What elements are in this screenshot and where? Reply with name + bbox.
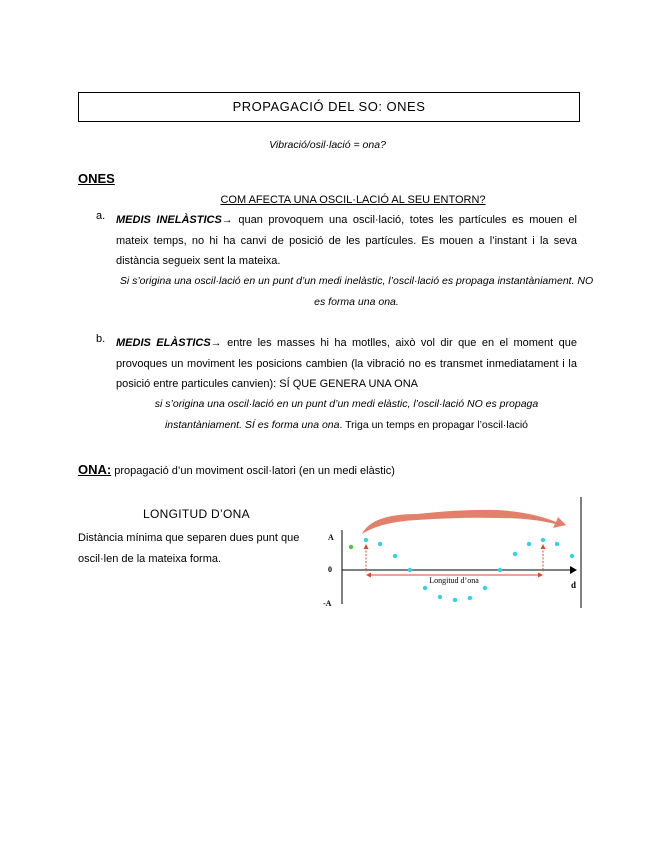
particle-dot <box>408 568 412 572</box>
item-b-text: → entre les masses hi ha motlles, això vol dir que en el moment que provoques un moviment les posicions cambien (la vibració no es transmet inmediatament i la posició entre particules canvien): SÍ QUE GENERA UNA ONA <box>116 337 577 390</box>
label-d: d <box>571 580 577 590</box>
particle-dot <box>541 538 545 542</box>
particle-dot <box>349 545 353 549</box>
term-medis-elastics: MEDIS ELÀSTICS <box>116 337 211 349</box>
span-arrowhead-right <box>538 573 543 578</box>
propagation-arrow <box>362 510 566 534</box>
longitud-text: Distància mínima que separen dues punt que oscil·len de la mateixa forma. <box>78 532 300 565</box>
particle-dot <box>483 586 487 590</box>
particle-dot <box>570 554 574 558</box>
list-marker-b: b. <box>96 333 106 345</box>
label-zero: 0 <box>328 565 332 574</box>
ona-text: propagació d’un moviment oscil·latori (en un medi elàstic) <box>111 465 395 477</box>
list-item-a <box>116 210 577 272</box>
label-a: A <box>328 533 334 542</box>
page-title: PROPAGACIÓ DEL SO: ONES <box>78 92 580 122</box>
item-a-text: → quan provoquem una oscil·lació, totes les partícules es mouen el mateix temps, no hi ha canvi de posició de les partícules. Es mouen a l’instant i la seva distància segueix sent la mateixa. <box>116 214 577 267</box>
marker-arrowhead <box>541 544 546 549</box>
term-medis-inelastics: MEDIS INELÀSTICS <box>116 214 222 226</box>
particle-dot <box>438 595 442 599</box>
item-b-note <box>116 394 577 435</box>
x-axis-arrowhead <box>570 566 577 574</box>
item-a-note: Si s’origina una oscil·lació en un punt d’un medi inelàstic, l’oscil·lació es propaga instantàniament. NO es forma una ona. <box>119 275 594 308</box>
particle-dot <box>453 598 457 602</box>
marker-arrowhead <box>364 544 369 549</box>
particle-dot <box>378 542 382 546</box>
item-b-note-italic: si s’origina una oscil·lació en un punt d’un medi elàstic, l’oscil·lació NO es propaga instantàniament. SÍ es forma una ona <box>154 398 539 431</box>
particle-dot <box>393 554 397 558</box>
ona-definition <box>78 462 395 477</box>
span-arrowhead-left <box>366 573 371 578</box>
particle-dot <box>513 552 517 556</box>
wave-diagram <box>322 492 584 614</box>
section-subheading: COM AFECTA UNA OSCIL·LACIÓ AL SEU ENTORN? <box>220 194 486 206</box>
particle-dot <box>498 568 502 572</box>
particle-dot <box>527 542 531 546</box>
page-subtitle: Vibració/osil·lació = ona? <box>269 139 386 151</box>
label-neg-a: -A <box>323 599 332 608</box>
ona-label: ONA: <box>78 462 112 477</box>
particle-dot <box>364 538 368 542</box>
particle-dot <box>468 596 472 600</box>
longitud-title: LONGITUD D’ONA <box>143 507 250 521</box>
particle-dot <box>423 586 427 590</box>
list-marker-a: a. <box>96 210 106 222</box>
section-heading-ones: ONES <box>78 171 115 186</box>
particle-dot <box>555 542 559 546</box>
list-item-b <box>116 333 577 395</box>
item-b-note-plain: . Triga un temps en propagar l’oscil·lació <box>339 418 529 431</box>
wavelength-label: Longitud d’ona <box>429 576 479 585</box>
